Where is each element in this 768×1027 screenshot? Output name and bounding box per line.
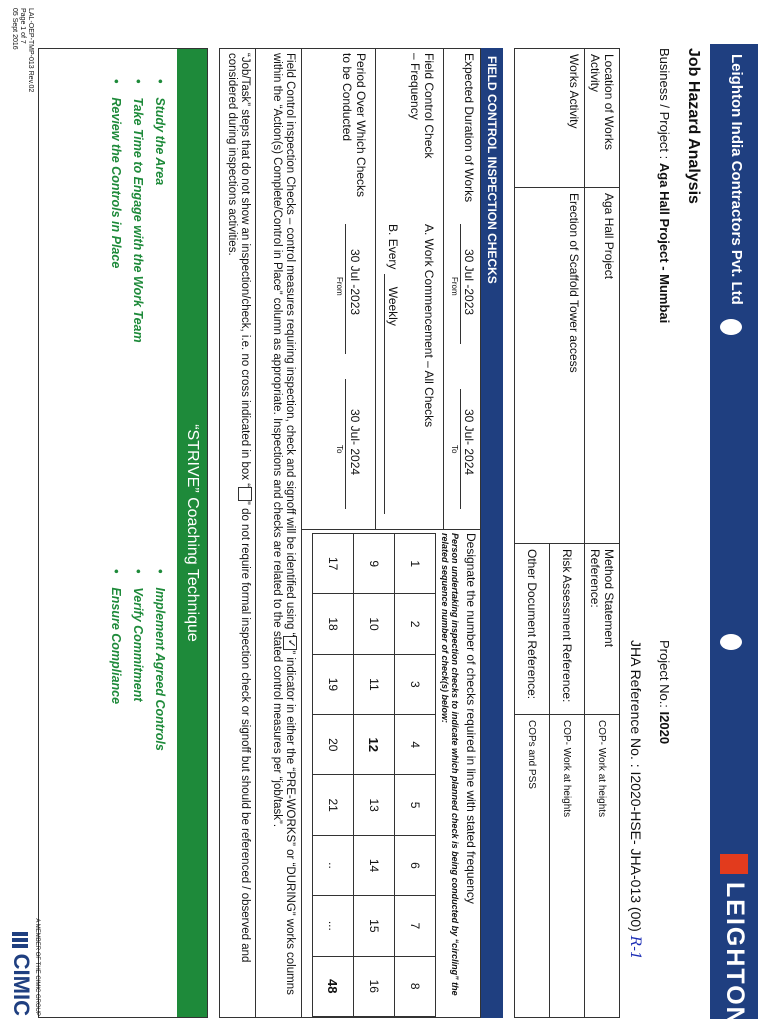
job-task-note-a: “Job/Task” steps that do not show an inspection/check, i.e. no cross indicated in box “	[238, 53, 251, 488]
frequency-underline	[384, 274, 385, 514]
sequence-cell: 6	[395, 835, 436, 895]
method-value: COP- Work at heights	[585, 715, 620, 1018]
sequence-cell: 17	[313, 534, 354, 594]
cimic-tagline: A MEMBER OF THE CIMIC GROUP	[34, 918, 40, 1016]
method-label: Method Statement Reference:	[585, 544, 620, 715]
sequence-cell: 18	[313, 594, 354, 654]
jha-label: JHA Reference No. :	[628, 640, 644, 768]
to-caption: To	[450, 445, 459, 454]
to-caption: To	[335, 445, 344, 454]
strive-item: • Ensure Compliance	[109, 569, 123, 751]
leighton-logo	[710, 844, 758, 1027]
strive-item: • Verify Commitment	[131, 569, 145, 751]
inspection-note-a: Field Control inspection Checks – control measures requiring inspection, check and signoff will be identified using “	[283, 53, 296, 637]
sequence-cell: 10	[354, 594, 395, 654]
to-underline	[345, 379, 346, 509]
sequence-cell: 11	[354, 654, 395, 714]
sequence-cell: 20	[313, 715, 354, 775]
from-underline	[460, 224, 461, 344]
divider	[302, 529, 480, 530]
page-count: Page 1 of 7	[19, 8, 26, 44]
punch-hole	[720, 319, 742, 335]
document-footer	[10, 8, 34, 92]
page-title: Job Hazard Analysis	[685, 48, 702, 204]
from-underline	[345, 224, 346, 354]
punch-hole	[720, 634, 742, 650]
business-label: Business / Project	[657, 48, 672, 153]
location-label: Location of Works Activity	[585, 49, 620, 188]
sequence-cell: ..	[313, 835, 354, 895]
sequence-row	[313, 534, 354, 1017]
sequence-cell: 16	[354, 956, 395, 1016]
logo-mark-icon	[720, 854, 748, 874]
strive-section	[38, 48, 208, 1018]
frequency-b	[386, 224, 400, 524]
sequence-cell: 19	[313, 654, 354, 714]
project-no-label: Project No.:	[657, 640, 672, 708]
sequence-cell: 8	[395, 956, 436, 1016]
checked-box-icon: ✓	[283, 636, 297, 650]
strive-right-list	[101, 569, 167, 751]
row-rule	[375, 49, 376, 529]
job-task-note-b: ” do not require formal inspection check or signoff but should be referenced / observed and considered during inspections activities.	[225, 53, 251, 963]
logo-text: LEIGHTON	[721, 882, 749, 1027]
jha-reference	[627, 640, 644, 960]
doc-code: LAL-OEP-TMP-013 Rev.02	[27, 8, 34, 93]
grid-title: Designate the number of checks required in line with stated frequency	[464, 533, 478, 904]
works-info-table	[514, 48, 620, 1018]
sequence-row	[395, 534, 436, 1017]
cimic-logo	[8, 918, 40, 1016]
risk-label: Risk Assessment Reference:	[550, 544, 585, 715]
row-rule	[255, 49, 256, 1017]
empty-box-icon	[238, 487, 252, 501]
inspection-note-b: ” indicator in either the “PRE-WORKS” or “DURING” works columns within the “Action(s) Complete/Control in Place” column as appropriate. Inspections and checks are related to the stated control measures per “job/task”.	[270, 53, 296, 995]
row-rule	[301, 49, 302, 1017]
cimic-wordmark: CIMIC	[9, 953, 34, 1016]
inspection-note	[270, 53, 297, 1013]
sequence-cell: 1	[395, 534, 436, 594]
duration-label: Expected Duration of Works	[462, 53, 476, 203]
location-value: Aga Hall Project	[585, 188, 620, 544]
job-task-note	[225, 53, 252, 1013]
row-rule	[443, 49, 444, 529]
sequence-cell: 3	[395, 654, 436, 714]
jha-handwritten-revision: R-1	[627, 935, 643, 960]
sequence-cell: 2	[395, 594, 436, 654]
jha-value: I2020-HSE- JHA-013 (00)	[628, 771, 644, 932]
period-label: Period Over Which Checks to be Conducted	[340, 53, 368, 198]
frequency-a: A. Work Commencement – All Checks	[422, 224, 436, 428]
risk-value: COP- Work at heights	[550, 715, 585, 1018]
check-sequence-grid	[312, 533, 436, 1017]
sequence-cell: 9	[354, 534, 395, 594]
other-value: COPs and PSS	[515, 715, 550, 1018]
from-caption: From	[335, 277, 344, 296]
other-label: Other Document Reference:	[515, 544, 550, 715]
doc-date: 05 Sept 2016	[11, 8, 18, 50]
sequence-cell: 21	[313, 775, 354, 835]
business-project: Business / Project : Aga Hall Project - Mumbai	[657, 48, 672, 324]
from-caption: From	[450, 277, 459, 296]
strive-item: • Review the Controls in Place	[109, 79, 123, 343]
business-value: Aga Hall Project - Mumbai	[657, 162, 672, 324]
to-underline	[460, 389, 461, 509]
sequence-cell: 14	[354, 835, 395, 895]
works-value: Erection of Scaffold Tower access	[515, 188, 585, 544]
sequence-cell: 48	[313, 956, 354, 1016]
duration-from: 30 Jul -2023	[462, 249, 476, 316]
cimic-mark-icon	[12, 932, 28, 950]
frequency-b-every: Every	[386, 238, 400, 270]
grid-note: Person undertaking inspection checks to indicate which planned check is being conducted by “circling” the related sequence number of check(s) below:	[440, 533, 460, 996]
sequence-row	[354, 534, 395, 1017]
sequence-cell: ...	[313, 896, 354, 956]
strive-item: • Study the Area	[153, 79, 167, 343]
sequence-cell: 4	[395, 715, 436, 775]
strive-left-list	[101, 79, 167, 343]
frequency-b-prefix: B.	[386, 224, 400, 236]
strive-title: “STRIVE” Coaching Technique	[177, 49, 207, 1017]
company-name: Leighton India Contractors Pvt. Ltd	[728, 54, 745, 305]
project-number	[657, 640, 672, 744]
period-from: 30 Jul -2023	[348, 249, 362, 316]
header-bar	[710, 44, 758, 1027]
sequence-cell: 7	[395, 896, 436, 956]
project-no-value: I2020	[657, 711, 672, 745]
works-label: Works Activity	[515, 49, 585, 188]
sequence-cell: 5	[395, 775, 436, 835]
frequency-b-value: Weekly	[386, 286, 400, 326]
period-to: 30 Jul- 2024	[348, 409, 362, 476]
duration-to: 30 Jul- 2024	[462, 409, 476, 476]
sequence-cell: 12	[354, 715, 395, 775]
frequency-label: Field Control Check – Frequency	[408, 53, 436, 159]
field-control-section	[219, 48, 481, 1018]
sequence-cell: 15	[354, 896, 395, 956]
sequence-cell: 13	[354, 775, 395, 835]
strive-item: • Take Time to Engage with the Work Team	[131, 79, 145, 343]
strive-item: • Implement Agreed Controls	[153, 569, 167, 751]
field-control-banner: FIELD CONTROL INSPECTION CHECKS	[481, 48, 503, 1018]
